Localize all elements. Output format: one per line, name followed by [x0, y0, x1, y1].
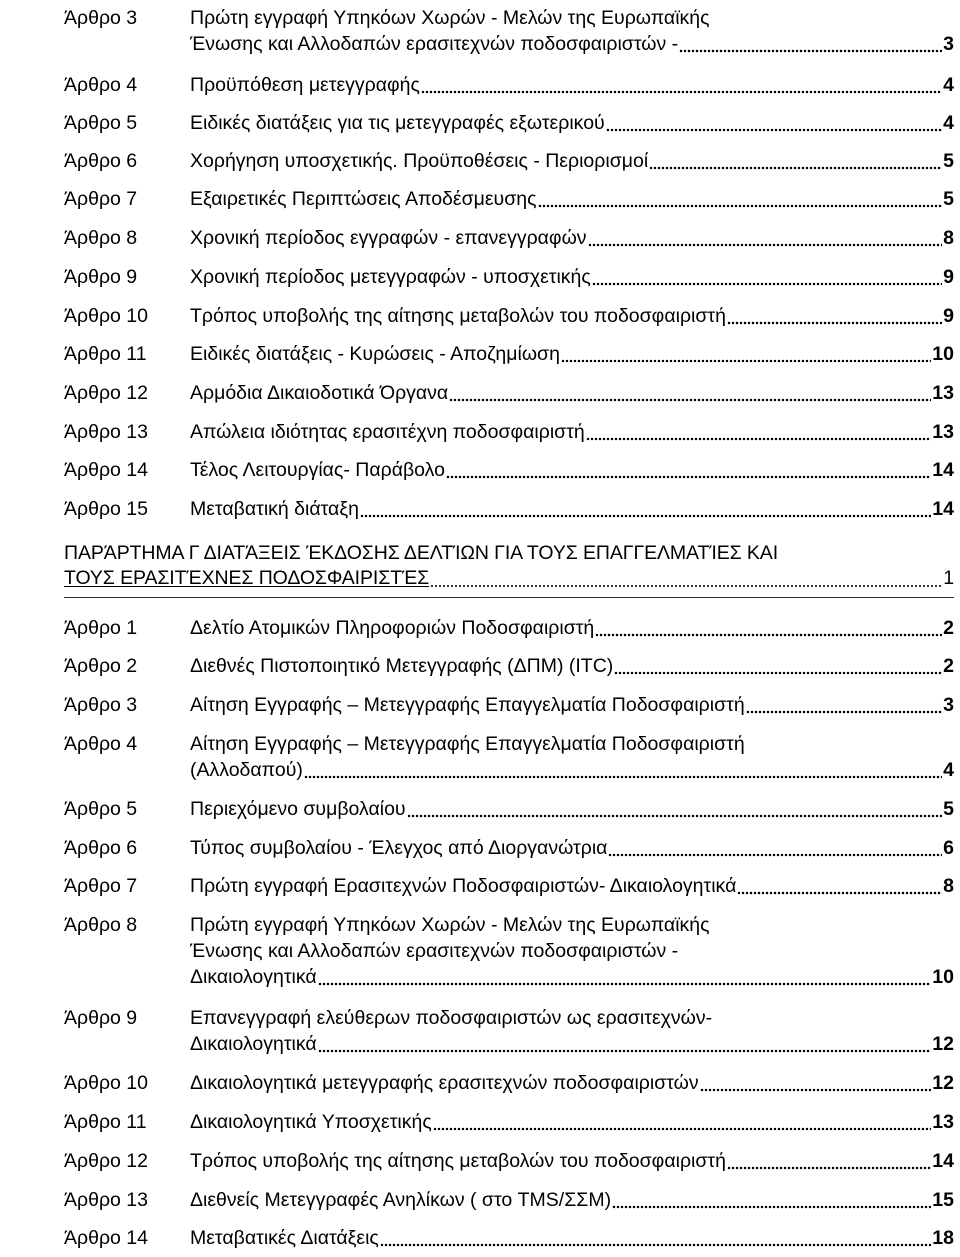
- page-number: 8: [943, 227, 954, 249]
- page-number: 14: [932, 1150, 954, 1172]
- dot-leader: [318, 1031, 932, 1057]
- dot-leader: [304, 757, 942, 783]
- toc-entry[interactable]: [64, 653, 954, 679]
- toc-entry[interactable]: [64, 457, 954, 483]
- page-number: 4: [943, 759, 954, 781]
- toc-entry[interactable]: [64, 186, 954, 212]
- dot-leader: [380, 1225, 931, 1251]
- dot-leader: [649, 148, 942, 174]
- dot-leader: [318, 964, 932, 990]
- toc-title: Διεθνείς Μετεγγραφές Ανηλίκων ( στο TMS/ΣΣΜ): [190, 1189, 612, 1211]
- toc-title: Τρόπος υποβολής της αίτησης μεταβολών του ποδοσφαιριστή: [190, 305, 726, 327]
- toc-title: Επανεγγραφή ελεύθερων ποδοσφαιριστών ως ερασιτεχνών-: [190, 1007, 713, 1029]
- article-number: Άρθρο 9: [64, 266, 138, 288]
- page-number: 14: [932, 459, 954, 481]
- article-number: Άρθρο 12: [64, 1150, 148, 1172]
- page-number: 8: [943, 875, 954, 897]
- toc-entry[interactable]: [64, 5, 954, 57]
- toc-entry[interactable]: [64, 1187, 954, 1213]
- toc-title: Αίτηση Εγγραφής – Μετεγγραφής Επαγγελματία Ποδοσφαιριστή: [190, 694, 745, 716]
- article-number: Άρθρο 11: [64, 343, 147, 365]
- article-number: Άρθρο 13: [64, 1189, 148, 1211]
- page-number: 9: [943, 305, 954, 327]
- article-number: Άρθρο 6: [64, 837, 138, 859]
- dot-leader: [746, 692, 942, 718]
- toc-title: Πρώτη εγγραφή Ερασιτεχνών Ποδοσφαιριστών- Δικαιολογητικά: [190, 875, 737, 897]
- toc-title: Χρονική περίοδος εγγραφών - επανεγγραφών: [190, 227, 587, 249]
- toc-title: (Αλλοδαπού): [190, 759, 303, 781]
- dot-leader: [592, 264, 942, 290]
- article-number: Άρθρο 8: [64, 914, 138, 936]
- toc-title: Δικαιολογητικά: [190, 966, 317, 988]
- article-number: Άρθρο 14: [64, 1227, 148, 1249]
- dot-leader: [727, 303, 942, 329]
- article-number: Άρθρο 4: [64, 74, 138, 96]
- page-number: 14: [932, 498, 954, 520]
- toc-title: Ειδικές διατάξεις - Κυρώσεις - Αποζημίωση: [190, 343, 560, 365]
- toc-title: Διεθνές Πιστοποιητικό Μετεγγραφής (ΔΠΜ) (ITC): [190, 655, 614, 677]
- toc-entry[interactable]: [64, 110, 954, 136]
- article-number: Άρθρο 5: [64, 112, 138, 134]
- toc-entry[interactable]: [64, 1225, 954, 1251]
- toc-entry[interactable]: [64, 264, 954, 290]
- page-number: 10: [932, 343, 954, 365]
- page-number: 9: [943, 266, 954, 288]
- appendix-heading[interactable]: [64, 541, 954, 591]
- toc-title: Μεταβατικές Διατάξεις: [190, 1227, 379, 1249]
- toc-title: Ένωσης και Αλλοδαπών ερασιτεχνών ποδοσφαιριστών -: [190, 33, 679, 55]
- appendix-title: ΠΑΡΆΡΤΗΜΑ Γ ΔΙΑΤΆΞΕΙΣ ΈΚΔΟΣΗΣ ΔΕΛΤΊΩΝ ΓΙΑ ΤΟΥΣ ΕΠΑΓΓΕΛΜΑΤΊΕΣ ΚΑΙ: [64, 542, 779, 564]
- article-number: Άρθρο 10: [64, 1072, 148, 1094]
- dot-leader: [430, 566, 942, 591]
- toc-entry[interactable]: [64, 873, 954, 899]
- toc-entry[interactable]: [64, 72, 954, 98]
- article-number: Άρθρο 7: [64, 875, 138, 897]
- page-number: 6: [943, 837, 954, 859]
- page-number: 13: [932, 382, 954, 404]
- toc-title: Ειδικές διατάξεις για τις μετεγγραφές εξωτερικού: [190, 112, 605, 134]
- toc-entry[interactable]: [64, 148, 954, 174]
- toc-entry[interactable]: [64, 1109, 954, 1135]
- dot-leader: [737, 873, 942, 899]
- article-number: Άρθρο 15: [64, 498, 148, 520]
- toc-title: Περιεχόμενο συμβολαίου: [190, 798, 406, 820]
- article-number: Άρθρο 8: [64, 227, 138, 249]
- page-number: 10: [932, 966, 954, 988]
- toc-title: Τέλος Λειτουργίας- Παράβολο: [190, 459, 445, 481]
- article-number: Άρθρο 3: [64, 7, 138, 29]
- dot-leader: [446, 457, 931, 483]
- dot-leader: [588, 225, 943, 251]
- dot-leader: [700, 1070, 932, 1096]
- toc-entry[interactable]: [64, 692, 954, 718]
- article-number: Άρθρο 1: [64, 617, 138, 639]
- toc-title: Αρμόδια Δικαιοδοτικά Όργανα: [190, 382, 449, 404]
- toc-entry[interactable]: [64, 380, 954, 406]
- page-number: 2: [943, 655, 954, 677]
- toc-entry[interactable]: [64, 912, 954, 990]
- page-number: 3: [943, 33, 954, 55]
- dot-leader: [538, 186, 943, 212]
- page-number: 2: [943, 617, 954, 639]
- toc-entry[interactable]: [64, 835, 954, 861]
- dot-leader: [679, 31, 942, 57]
- section-divider: [64, 597, 954, 598]
- toc-title: Αίτηση Εγγραφής – Μετεγγραφής Επαγγελματία Ποδοσφαιριστή: [190, 733, 745, 755]
- article-number: Άρθρο 11: [64, 1111, 147, 1133]
- toc-title: Μεταβατική διάταξη: [190, 498, 359, 520]
- page-number: 4: [943, 112, 954, 134]
- toc-title: Ένωσης και Αλλοδαπών ερασιτεχνών ποδοσφαιριστών -: [190, 940, 679, 962]
- toc-line: [190, 5, 954, 31]
- dot-leader: [614, 653, 942, 679]
- toc-entry[interactable]: [64, 1070, 954, 1096]
- toc-title: Πρώτη εγγραφή Υπηκόων Χωρών - Μελών της Ευρωπαϊκής: [190, 7, 710, 29]
- page-number: 5: [943, 150, 954, 172]
- page-number: 18: [932, 1227, 954, 1249]
- toc-title: Απώλεια ιδιότητας ερασιτέχνη ποδοσφαιριστή: [190, 421, 585, 443]
- article-number: Άρθρο 12: [64, 382, 148, 404]
- dot-leader: [612, 1187, 931, 1213]
- dot-leader: [561, 341, 931, 367]
- dot-leader: [595, 615, 942, 641]
- page-number: 13: [932, 421, 954, 443]
- dot-leader: [449, 380, 931, 406]
- dot-leader: [421, 72, 942, 98]
- toc-title: Τρόπος υποβολής της αίτησης μεταβολών του ποδοσφαιριστή: [190, 1150, 726, 1172]
- toc-title: Προϋπόθεση μετεγγραφής: [190, 74, 420, 96]
- toc-entry[interactable]: [64, 419, 954, 445]
- page-number: 12: [932, 1072, 954, 1094]
- page-number: 3: [943, 694, 954, 716]
- toc-title: Δικαιολογητικά: [190, 1033, 317, 1055]
- article-number: Άρθρο 6: [64, 150, 138, 172]
- dot-leader: [433, 1109, 932, 1135]
- article-number: Άρθρο 5: [64, 798, 138, 820]
- toc-entry[interactable]: [64, 1148, 954, 1174]
- article-number: Άρθρο 10: [64, 305, 148, 327]
- article-number: Άρθρο 4: [64, 733, 138, 755]
- article-number: Άρθρο 7: [64, 188, 138, 210]
- toc-entry[interactable]: [64, 731, 954, 783]
- appendix-title: ΤΟΥΣ ΕΡΑΣΙΤΈΧΝΕΣ ΠΟΔΟΣΦΑΙΡΙΣΤΈΣ: [64, 567, 430, 589]
- toc-entry[interactable]: [64, 341, 954, 367]
- toc-title: Δελτίο Ατομικών Πληροφοριών Ποδοσφαιριστή: [190, 617, 595, 639]
- dot-leader: [727, 1148, 931, 1174]
- article-number: Άρθρο 2: [64, 655, 138, 677]
- toc-entry[interactable]: [64, 303, 954, 329]
- dot-leader: [586, 419, 932, 445]
- page-number: 1: [943, 567, 954, 589]
- page-number: 13: [932, 1111, 954, 1133]
- toc-entry[interactable]: [64, 615, 954, 641]
- toc-title: Εξαιρετικές Περιπτώσεις Αποδέσμευσης: [190, 188, 537, 210]
- page-number: 12: [932, 1033, 954, 1055]
- page-number: 15: [932, 1189, 954, 1211]
- dot-leader: [407, 796, 943, 822]
- toc-entry[interactable]: [64, 796, 954, 822]
- article-number: Άρθρο 9: [64, 1007, 138, 1029]
- article-number: Άρθρο 3: [64, 694, 138, 716]
- toc-title: Δικαιολογητικά μετεγγραφής ερασιτεχνών ποδοσφαιριστών: [190, 1072, 699, 1094]
- dot-leader: [608, 835, 942, 861]
- toc-entry[interactable]: [64, 496, 954, 522]
- article-number: Άρθρο 14: [64, 459, 148, 481]
- dot-leader: [360, 496, 931, 522]
- toc-title: Δικαιολογητικά Υποσχετικής: [190, 1111, 432, 1133]
- toc-title: Τύπος συμβολαίου - Έλεγχος από Διοργανώτρια: [190, 837, 608, 859]
- page-number: 5: [943, 798, 954, 820]
- toc-entry[interactable]: [64, 225, 954, 251]
- toc-title: Χορήγηση υποσχετικής. Προϋποθέσεις - Περιορισμοί: [190, 150, 649, 172]
- page-number: 4: [943, 74, 954, 96]
- toc-title: Χρονική περίοδος μετεγγραφών - υποσχετικής: [190, 266, 591, 288]
- toc-title: Πρώτη εγγραφή Υπηκόων Χωρών - Μελών της Ευρωπαϊκής: [190, 914, 710, 936]
- dot-leader: [606, 110, 942, 136]
- article-number: Άρθρο 13: [64, 421, 148, 443]
- toc-entry[interactable]: [64, 1005, 954, 1057]
- page-number: 5: [943, 188, 954, 210]
